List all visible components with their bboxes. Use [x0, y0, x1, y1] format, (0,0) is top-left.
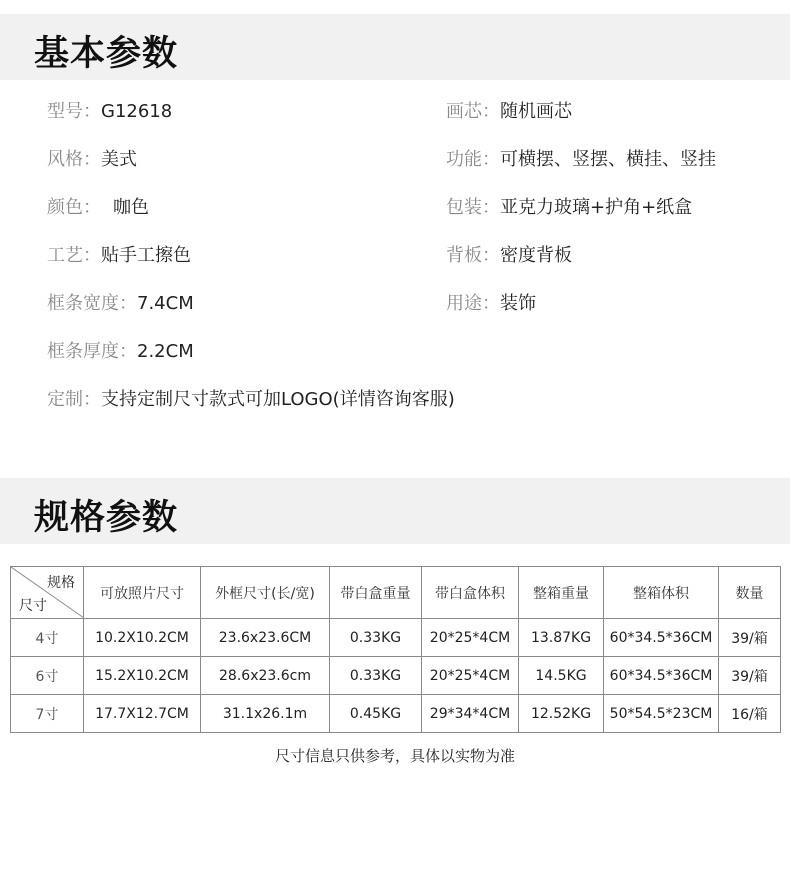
param-value: 贴手工擦色: [101, 245, 191, 266]
param-style: [47, 148, 137, 172]
param-value: G12618: [101, 101, 173, 122]
param-label: 画芯：: [446, 101, 500, 122]
param-color: [47, 196, 149, 220]
param-frame-width: [47, 292, 194, 316]
column-header: 整箱重量: [519, 567, 604, 619]
param-backboard: [446, 244, 572, 268]
param-customization: [47, 388, 455, 412]
param-craft: [47, 244, 191, 268]
table-cell: 23.6x23.6CM: [201, 619, 330, 657]
table-cell: 14.5KG: [519, 657, 604, 695]
table-cell: 12.52KG: [519, 695, 604, 733]
row-size-label: 7寸: [11, 695, 84, 733]
corner-label-spec: 规格: [47, 575, 75, 591]
param-label: 型号：: [47, 101, 101, 122]
table-cell: 0.33KG: [330, 619, 422, 657]
param-label: 框条宽度：: [47, 293, 137, 314]
param-label: 功能：: [446, 149, 500, 170]
column-header: 外框尺寸(长/宽): [201, 567, 330, 619]
table-cell: 0.45KG: [330, 695, 422, 733]
table-row: [11, 695, 781, 733]
param-label: 颜色：: [47, 197, 101, 218]
param-value: 亚克力玻璃+护角+纸盒: [500, 197, 693, 218]
table-cell: 20*25*4CM: [422, 619, 519, 657]
column-header: 数量: [719, 567, 781, 619]
column-header: 可放照片尺寸: [84, 567, 201, 619]
param-value: 咖色: [113, 197, 149, 218]
param-function: [446, 148, 716, 172]
param-core: [446, 100, 572, 124]
spec-params-title: 规格参数: [34, 498, 179, 538]
corner-header-cell: [11, 567, 84, 619]
table-cell: 17.7X12.7CM: [84, 695, 201, 733]
table-cell: 39/箱: [719, 657, 781, 695]
table-cell: 20*25*4CM: [422, 657, 519, 695]
spec-params-header: [0, 478, 790, 544]
column-header: 整箱体积: [604, 567, 719, 619]
param-label: 背板：: [446, 245, 500, 266]
row-size-label: 6寸: [11, 657, 84, 695]
table-cell: 60*34.5*36CM: [604, 657, 719, 695]
param-label: 风格：: [47, 149, 101, 170]
table-cell: 39/箱: [719, 619, 781, 657]
table-cell: 28.6x23.6cm: [201, 657, 330, 695]
param-label: 工艺：: [47, 245, 101, 266]
table-cell: 60*34.5*36CM: [604, 619, 719, 657]
table-cell: 50*54.5*23CM: [604, 695, 719, 733]
param-value: 2.2CM: [137, 341, 194, 362]
table-header-row: [11, 567, 781, 619]
basic-params-title: 基本参数: [34, 34, 179, 74]
param-model: [47, 100, 172, 124]
param-label: 包装：: [446, 197, 500, 218]
param-value: 7.4CM: [137, 293, 194, 314]
param-value: 密度背板: [500, 245, 572, 266]
param-value: 美式: [101, 149, 137, 170]
param-packaging: [446, 196, 692, 220]
spec-table: [10, 566, 781, 733]
table-cell: 29*34*4CM: [422, 695, 519, 733]
table-row: [11, 657, 781, 695]
column-header: 带白盒体积: [422, 567, 519, 619]
param-label: 用途：: [446, 293, 500, 314]
param-value: 随机画芯: [500, 101, 572, 122]
table-cell: 13.87KG: [519, 619, 604, 657]
param-usage: [446, 292, 536, 316]
param-label: 定制：: [47, 389, 101, 410]
param-value: 装饰: [500, 293, 536, 314]
table-row: [11, 619, 781, 657]
row-size-label: 4寸: [11, 619, 84, 657]
param-label: 框条厚度：: [47, 341, 137, 362]
param-value: 可横摆、竖摆、横挂、竖挂: [500, 149, 716, 170]
param-frame-thickness: [47, 340, 194, 364]
column-header: 带白盒重量: [330, 567, 422, 619]
param-value: 支持定制尺寸款式可加LOGO(详情咨询客服): [101, 389, 455, 410]
basic-params-header: [0, 14, 790, 80]
table-cell: 0.33KG: [330, 657, 422, 695]
table-cell: 31.1x26.1m: [201, 695, 330, 733]
corner-label-size: 尺寸: [19, 598, 47, 614]
size-disclaimer: 尺寸信息只供参考，具体以实物为准: [274, 747, 515, 765]
table-cell: 15.2X10.2CM: [84, 657, 201, 695]
table-cell: 10.2X10.2CM: [84, 619, 201, 657]
table-cell: 16/箱: [719, 695, 781, 733]
